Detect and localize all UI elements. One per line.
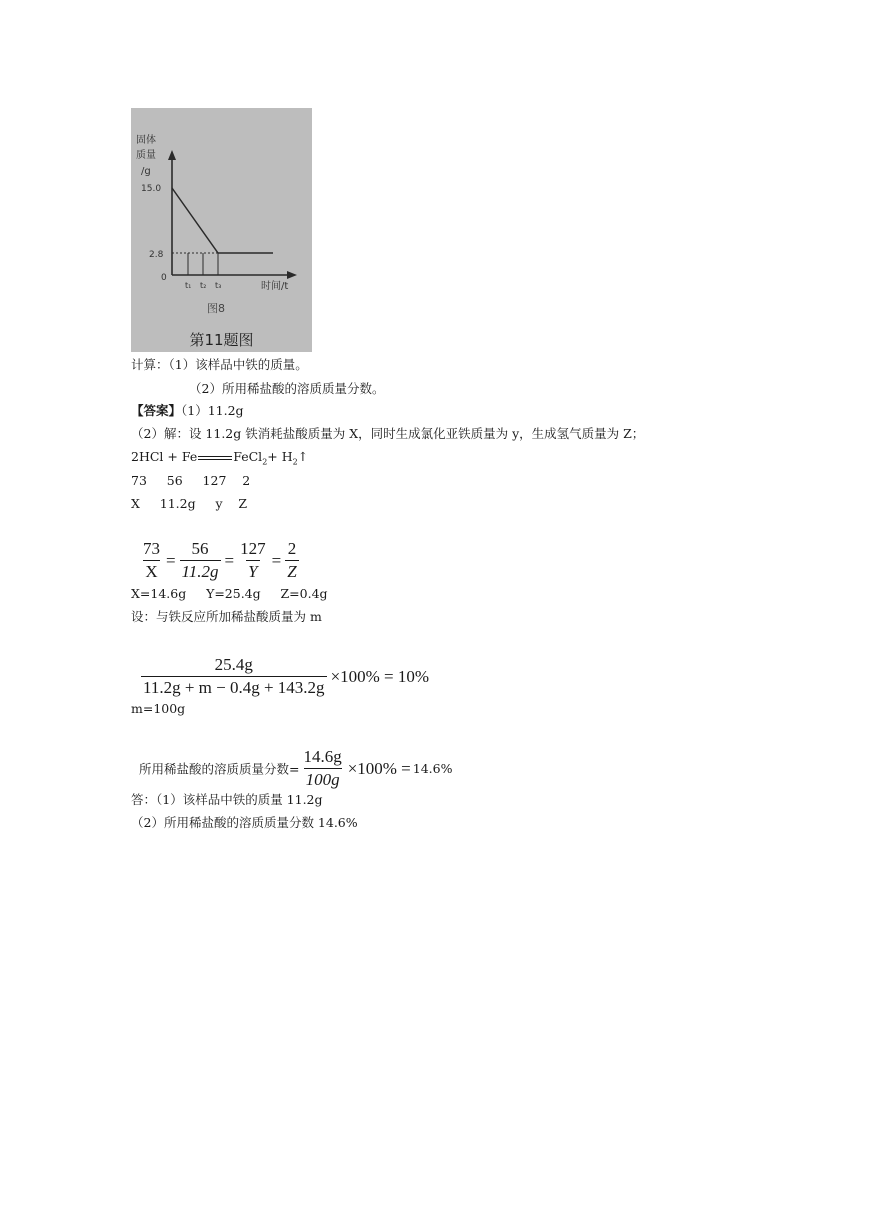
answer-part-1 [131,402,244,420]
y-label-1: 固体 [136,135,156,146]
y-tick-15: 15.0 [141,184,162,194]
concentration-label: 所用稀盐酸的溶质质量分数= [138,761,300,777]
final-answer-1: 答：（1）该样品中铁的质量 11.2g [131,792,323,807]
proportion-equation: $\frac{73}{X}$ = $\frac{56}{11.2g}$ = $\frac{127}{Y}$ = $\frac{2}{Z}$ [142,539,297,581]
equation-sub-1: 2 [262,457,268,467]
answer-label: 【答案】 [131,403,182,418]
concentration-equation [131,732,453,789]
equation-right: FeCl [233,449,263,464]
x-label: 时间/t [261,281,289,292]
variable-row: X 11.2g y Z [131,496,248,511]
results-line: X=14.6g Y=25.4g Z=0.4g [131,586,328,601]
y-axis-arrow [168,150,176,160]
final-answer-2: （2）所用稀盐酸的溶质质量分数 14.6% [131,815,358,830]
y-label-2: 质量 [136,150,156,161]
equation-left: 2HCl + Fe [131,449,198,464]
mass-curve [172,188,273,253]
chemical-equation [131,448,308,472]
graph-drawing [131,108,312,352]
fraction-3: $\frac{127}{Y}$ [240,539,266,581]
mass-fraction-equation [131,640,431,697]
x-axis-arrow [287,271,297,279]
let-m-line: 设：与铁反应所加稀盐酸质量为 m [131,609,322,624]
x-tick-t2: t₂ [200,281,207,290]
m-result: m=100g [131,701,186,716]
equation-tail: + H [267,449,293,464]
fraction-1: $\frac{73}{X}$ [142,539,160,581]
equation-sub-2: 2 [292,457,298,467]
mass-row: 73 56 127 2 [131,473,251,488]
y-tick-2-8: 2.8 [149,250,164,260]
sub-caption: 图8 [207,302,225,315]
gas-arrow-icon: ↑ [297,449,309,464]
x-tick-t3: t₃ [215,281,222,290]
fraction-2: $\frac{56}{11.2g}$ [181,539,219,581]
figure-caption: 第11题图 [189,331,254,349]
mass-fraction: $\frac{25.4g}{11.2g + m - 0.4g + 143.2g}$ [142,655,325,697]
question-line-1: 计算：（1）该样品中铁的质量。 [131,357,308,372]
fraction-4: $\frac{2}{Z}$ [287,539,297,581]
answer-part-2-intro: （2）解：设 11.2g 铁消耗盐酸质量为 X，同时生成氯化亚铁质量为 y，生成氢气质量为 Z； [131,426,645,441]
question-line-2: （2）所用稀盐酸的溶质质量分数。 [189,381,385,396]
origin-label: 0 [161,273,167,283]
answer-part-1-text: （1）11.2g [181,403,244,418]
y-unit: /g [141,166,151,177]
graph-figure [131,108,312,352]
equals-sign [198,456,232,460]
concentration-fraction: $\frac{14.6g}{100g}$ [303,747,342,789]
x-tick-t1: t₁ [185,281,192,290]
concentration-value: 14.6% [412,761,453,776]
concentration-tail: ×100% = [347,758,411,778]
mass-fraction-tail: ×100% = 10% [330,666,430,686]
